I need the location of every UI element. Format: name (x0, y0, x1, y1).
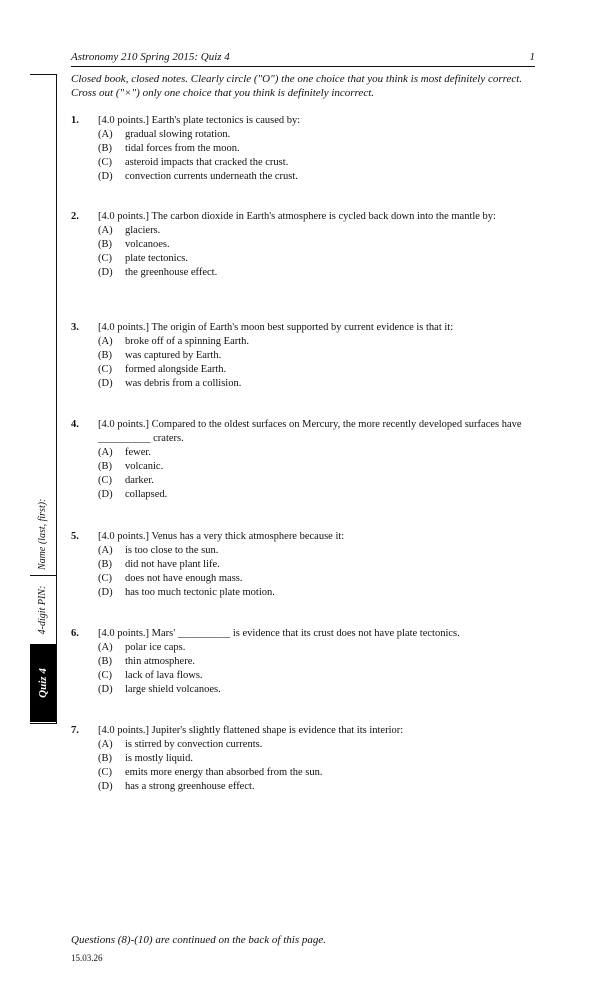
choice-text: glaciers. (125, 225, 161, 236)
choice-text: the greenhouse effect. (125, 267, 218, 278)
choice-text: gradual slowing rotation. (125, 129, 231, 140)
choice-text: darker. (125, 475, 154, 486)
choice-c[interactable] (98, 572, 541, 586)
choice-text: polar ice caps. (125, 642, 186, 653)
question-number: 5. (71, 531, 79, 542)
choice-a[interactable] (98, 544, 541, 558)
choice-b[interactable] (98, 238, 541, 252)
choice-d[interactable] (98, 586, 541, 600)
choice-list (98, 738, 541, 794)
choice-letter: (C) (98, 573, 112, 584)
choice-list (98, 544, 541, 600)
choice-text: thin atmosphere. (125, 656, 195, 667)
choice-text: large shield volcanoes. (125, 684, 221, 695)
choice-letter: (D) (98, 684, 113, 695)
choice-letter: (A) (98, 642, 113, 653)
choice-letter: (B) (98, 239, 112, 250)
choice-text: volcanic. (125, 461, 164, 472)
choice-letter: (C) (98, 253, 112, 264)
choice-text: volcanoes. (125, 239, 170, 250)
question-5 (71, 530, 541, 600)
question-6 (71, 627, 541, 697)
choice-a[interactable] (98, 738, 541, 752)
choice-letter: (C) (98, 157, 112, 168)
choice-letter: (B) (98, 656, 112, 667)
choice-text: was captured by Earth. (125, 350, 222, 361)
choice-b[interactable] (98, 460, 541, 474)
question-1 (71, 114, 541, 184)
quiz-label: Quiz 4 (30, 644, 56, 722)
choice-letter: (A) (98, 336, 113, 347)
choice-list (98, 446, 541, 502)
choice-b[interactable] (98, 558, 541, 572)
question-stem: [4.0 points.] Venus has a very thick atmosphere because it: (98, 531, 345, 542)
question-3 (71, 321, 541, 391)
choice-text: fewer. (125, 447, 151, 458)
choice-d[interactable] (98, 266, 541, 280)
choice-c[interactable] (98, 156, 541, 170)
choice-letter: (B) (98, 753, 112, 764)
choice-letter: (A) (98, 545, 113, 556)
choice-text: is mostly liquid. (125, 753, 193, 764)
choice-letter: (A) (98, 129, 113, 140)
choice-letter: (D) (98, 489, 113, 500)
continuation-note: Questions (8)-(10) are continued on the back of this page. (71, 934, 326, 946)
choice-d[interactable] (98, 780, 541, 794)
page-number: 1 (529, 51, 535, 63)
choice-text: does not have enough mass. (125, 573, 243, 584)
question-4 (71, 418, 541, 502)
choice-letter: (D) (98, 171, 113, 182)
choice-letter: (A) (98, 225, 113, 236)
choice-letter: (A) (98, 739, 113, 750)
choice-text: emits more energy than absorbed from the sun. (125, 767, 323, 778)
choice-list (98, 335, 541, 391)
question-stem: [4.0 points.] Earth's plate tectonics is caused by: (98, 115, 301, 126)
question-number: 2. (71, 211, 79, 222)
choice-b[interactable] (98, 752, 541, 766)
choice-text: has a strong greenhouse effect. (125, 781, 255, 792)
question-number: 1. (71, 115, 79, 126)
name-field-label: Name (last, first): (37, 498, 48, 570)
choice-text: has too much tectonic plate motion. (125, 587, 275, 598)
question-stem: [4.0 points.] Compared to the oldest surfaces on Mercury, the more recently developed surfaces have __________ craters. (98, 419, 522, 444)
question-number: 6. (71, 628, 79, 639)
choice-letter: (B) (98, 559, 112, 570)
question-number: 4. (71, 419, 79, 430)
question-number: 7. (71, 725, 79, 736)
choice-b[interactable] (98, 142, 541, 156)
choice-letter: (D) (98, 781, 113, 792)
choice-text: asteroid impacts that cracked the crust. (125, 157, 289, 168)
choice-text: lack of lava flows. (125, 670, 203, 681)
document-date: 15.03.26 (71, 953, 103, 963)
choice-text: tidal forces from the moon. (125, 143, 240, 154)
choice-text: collapsed. (125, 489, 168, 500)
question-stem: [4.0 points.] Mars' __________ is evidence that its crust does not have plate tectonics. (98, 628, 460, 639)
choice-text: is stirred by convection currents. (125, 739, 263, 750)
instructions: Closed book, closed notes. Clearly circle ("O") the one choice that you think is most definitely correct. Cross out ("×") only one choice that you think is definitely incorrect. (71, 73, 523, 99)
choice-list (98, 641, 541, 697)
choice-d[interactable] (98, 683, 541, 697)
page-header (71, 51, 535, 67)
choice-text: is too close to the sun. (125, 545, 219, 556)
question-2 (71, 210, 541, 280)
question-7 (71, 724, 541, 794)
choice-b[interactable] (98, 349, 541, 363)
question-number: 3. (71, 322, 79, 333)
choice-d[interactable] (98, 377, 541, 391)
choice-letter: (C) (98, 670, 112, 681)
choice-a[interactable] (98, 128, 541, 142)
choice-letter: (B) (98, 350, 112, 361)
choice-text: plate tectonics. (125, 253, 188, 264)
choice-list (98, 128, 541, 184)
choice-letter: (C) (98, 475, 112, 486)
choice-c[interactable] (98, 766, 541, 780)
choice-text: formed alongside Earth. (125, 364, 227, 375)
choice-c[interactable] (98, 669, 541, 683)
question-stem: [4.0 points.] The origin of Earth's moon best supported by current evidence is that it: (98, 322, 454, 333)
choice-text: did not have plant life. (125, 559, 220, 570)
choice-a[interactable] (98, 446, 541, 460)
choice-letter: (A) (98, 447, 113, 458)
choice-text: was debris from a collision. (125, 378, 242, 389)
choice-letter: (D) (98, 587, 113, 598)
choice-letter: (B) (98, 461, 112, 472)
choice-c[interactable] (98, 363, 541, 377)
choice-letter: (D) (98, 267, 113, 278)
choice-letter: (B) (98, 143, 112, 154)
choice-a[interactable] (98, 641, 541, 655)
pin-field-label: 4-digit PIN: (30, 575, 56, 644)
choice-letter: (D) (98, 378, 113, 389)
student-info-labels (30, 74, 56, 722)
choice-letter: (C) (98, 364, 112, 375)
question-stem: [4.0 points.] The carbon dioxide in Earth's atmosphere is cycled back down into the mantle by: (98, 211, 496, 222)
page-title: Astronomy 210 Spring 2015: Quiz 4 (71, 51, 230, 63)
choice-text: convection currents underneath the crust. (125, 171, 298, 182)
choice-c[interactable] (98, 474, 541, 488)
choice-a[interactable] (98, 335, 541, 349)
question-stem: [4.0 points.] Jupiter's slightly flattened shape is evidence that its interior: (98, 725, 404, 736)
choice-letter: (C) (98, 767, 112, 778)
choice-d[interactable] (98, 488, 541, 502)
choice-d[interactable] (98, 170, 541, 184)
choice-list (98, 224, 541, 280)
choice-c[interactable] (98, 252, 541, 266)
choice-b[interactable] (98, 655, 541, 669)
choice-text: broke off of a spinning Earth. (125, 336, 250, 347)
choice-a[interactable] (98, 224, 541, 238)
